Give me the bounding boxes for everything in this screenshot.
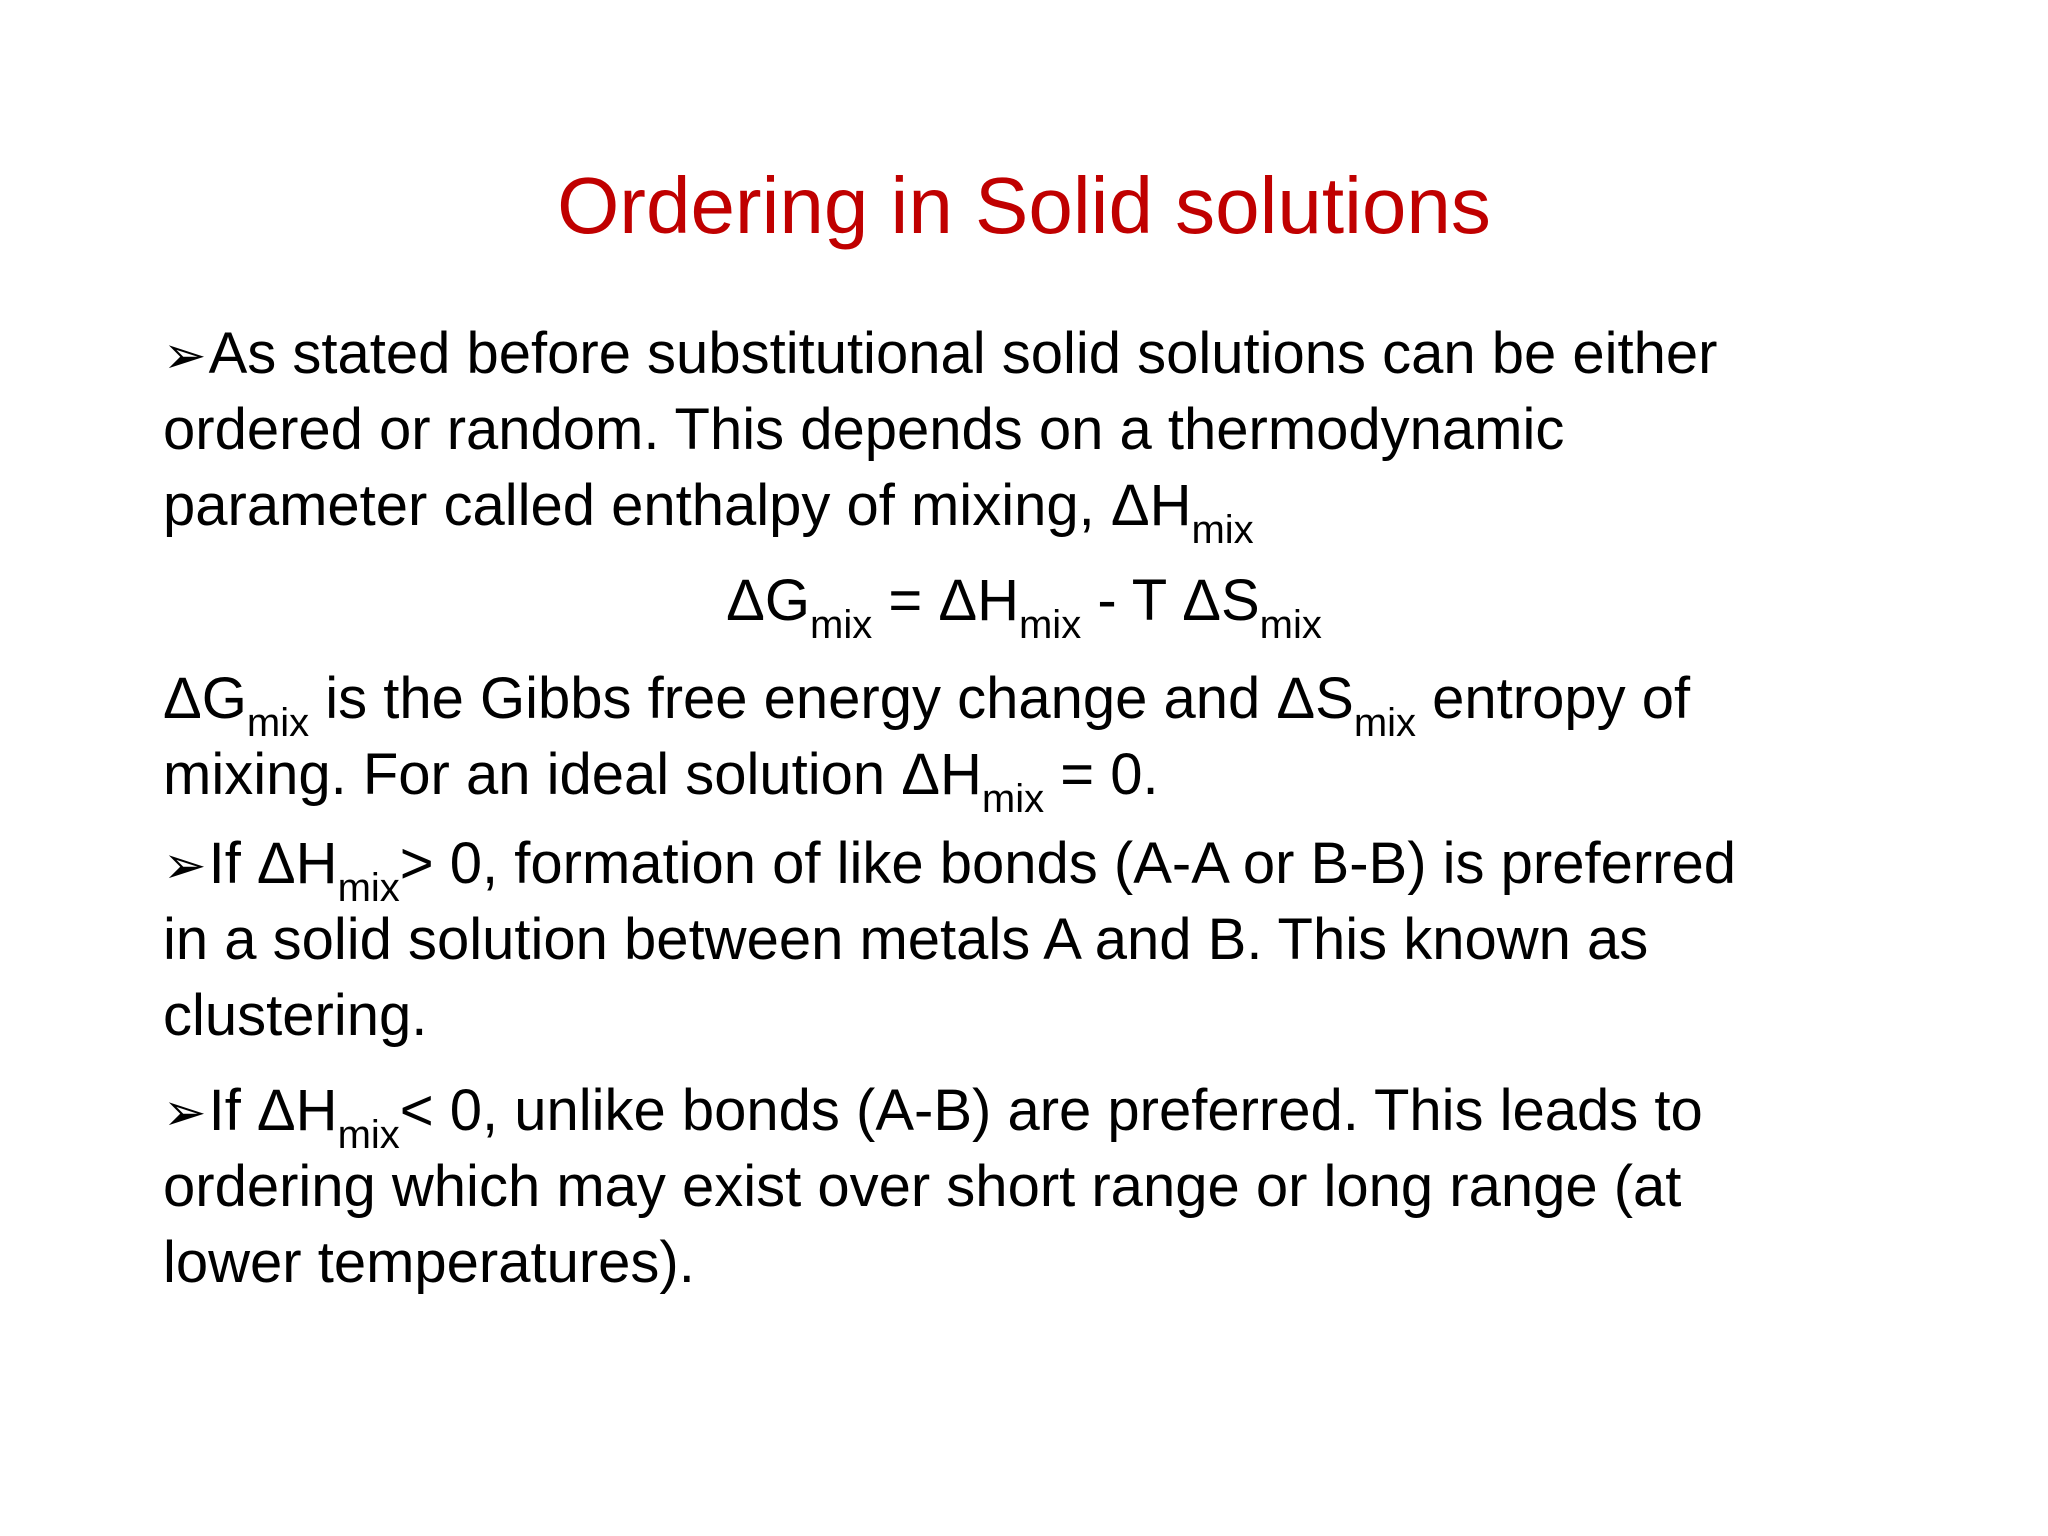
text-line: ordered or random. This depends on a thermodynamic	[163, 397, 1565, 462]
arrow-bullet-icon: ➢	[163, 836, 207, 896]
delta-symbol: Δ	[256, 1078, 296, 1143]
s-symbol: S	[1315, 666, 1354, 731]
subscript-mix: mix	[1191, 508, 1254, 552]
delta-symbol: Δ	[256, 831, 296, 896]
g-symbol: G	[201, 666, 247, 731]
h-symbol: H	[295, 831, 338, 896]
paragraph-clustering	[163, 826, 1903, 1054]
text-line	[163, 468, 1903, 552]
arrow-bullet-icon: ➢	[163, 1083, 207, 1143]
slide-title: Ordering in Solid solutions	[557, 161, 1491, 250]
paragraph-ordering	[163, 1073, 1903, 1301]
subscript-mix: mix	[810, 603, 873, 647]
text-run: If	[208, 1078, 257, 1143]
text-line: in a solid solution between metals A and B. This known as	[163, 907, 1649, 972]
equals-sign: =	[872, 568, 939, 633]
subscript-mix: mix	[1259, 603, 1322, 647]
text-line: clustering.	[163, 983, 428, 1048]
text-line	[163, 1073, 1903, 1157]
paragraph-gibbs-definition	[163, 661, 1903, 821]
subscript-mix: mix	[1353, 701, 1417, 745]
text-line	[163, 661, 1903, 745]
text-run: = 0.	[1044, 742, 1159, 807]
s-symbol: S	[1220, 568, 1260, 633]
text-run: If	[208, 831, 257, 896]
h-symbol: H	[940, 742, 982, 807]
delta-symbol: Δ	[1182, 568, 1221, 633]
text-run: parameter called enthalpy of mixing,	[163, 473, 1111, 538]
text-run: < 0, unlike bonds (A-B) are preferred. This leads to	[399, 1078, 1703, 1143]
h-symbol: H	[977, 568, 1019, 633]
delta-symbol: Δ	[163, 666, 202, 731]
text-line	[163, 316, 1903, 392]
paragraph-enthalpy-intro	[163, 316, 1903, 552]
subscript-mix: mix	[981, 777, 1045, 821]
text-line: lower temperatures).	[163, 1230, 695, 1295]
subscript-mix: mix	[337, 1113, 400, 1157]
text-line: ordering which may exist over short range or long range (at	[163, 1154, 1682, 1219]
delta-symbol: Δ	[901, 742, 941, 807]
minus-t: - T	[1081, 568, 1183, 633]
arrow-bullet-icon: ➢	[163, 326, 207, 386]
text-run: entropy of	[1416, 666, 1691, 731]
subscript-mix: mix	[246, 701, 310, 745]
delta-symbol: Δ	[1110, 473, 1150, 538]
text-run: As stated before substitutional solid solutions can be either	[208, 321, 1718, 386]
text-run: mixing. For an ideal solution	[163, 742, 902, 807]
h-symbol: H	[1149, 473, 1192, 538]
delta-symbol: Δ	[726, 568, 765, 633]
delta-symbol: Δ	[1276, 666, 1316, 731]
text-line	[163, 737, 1903, 821]
subscript-mix: mix	[1018, 603, 1082, 647]
h-symbol: H	[295, 1078, 338, 1143]
subscript-mix: mix	[337, 866, 400, 910]
g-symbol: G	[764, 568, 811, 633]
text-line	[163, 826, 1903, 910]
text-run: > 0, formation of like bonds (A-A or B-B) is preferred	[399, 831, 1736, 896]
gibbs-equation	[0, 563, 2048, 647]
delta-symbol: Δ	[938, 568, 978, 633]
text-run: is the Gibbs free energy change and	[309, 666, 1277, 731]
